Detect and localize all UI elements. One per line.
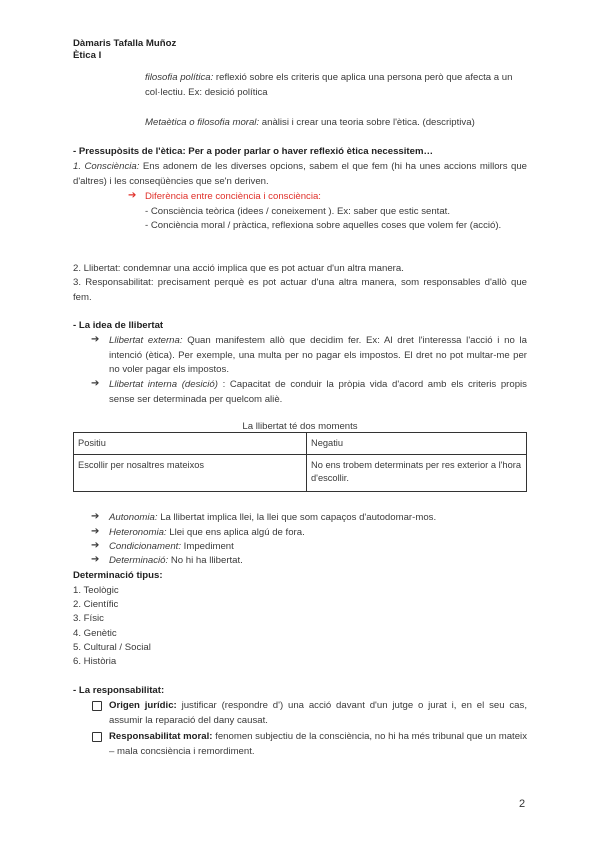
table-cell: Escollir per nosaltres mateixos bbox=[74, 455, 307, 492]
heteronomia-item: Heteronomia: Llei que ens aplica algú de fora. bbox=[109, 527, 305, 538]
determinacio-heading: Determinació tipus: bbox=[73, 570, 163, 581]
llibertat-heading: - La idea de llibertat bbox=[73, 320, 164, 331]
arrow-icon: ➔ bbox=[91, 554, 100, 565]
juridic-origin: Origen jurídic: justificar (respondre d') una acció davant d'un jutge o jurat i, en el seu cas, assumir la reparació del dany causat. bbox=[109, 700, 527, 726]
arrow-icon: ➔ bbox=[91, 540, 100, 551]
subject-name: Ètica I bbox=[73, 50, 102, 61]
moral-responsibility: Responsabilitat moral: fenomen subjectiu de la consciència, no hi ha més tribunal que un mateix – mala concsiència i remordiment. bbox=[109, 731, 527, 757]
list-item: 6. Història bbox=[73, 656, 117, 667]
list-item: 3. Físic bbox=[73, 613, 104, 624]
checkbox-icon[interactable] bbox=[92, 732, 102, 742]
determinacio-item: Determinació: No hi ha llibertat. bbox=[109, 555, 243, 566]
political-philosophy-definition: filosofia política: reflexió sobre els criteris que aplica una persona però que afecta a un col·lectiu. Ex: desició política bbox=[145, 72, 513, 98]
responsabilitat-heading: - La responsabilitat: bbox=[73, 685, 165, 696]
presupposits-heading: - Pressupòsits de l'ètica: Per a poder parlar o haver reflexió ètica necessitem… bbox=[73, 146, 434, 157]
table-row bbox=[74, 455, 527, 492]
difference-title: Diferència entre conciència i consciència: bbox=[145, 191, 321, 202]
llibertat-point: 2. Llibertat: condemnar una acció implica que es pot actuar d'un altra manera. bbox=[73, 263, 404, 274]
arrow-icon: ➔ bbox=[91, 334, 100, 345]
list-item: 5. Cultural / Social bbox=[73, 642, 151, 653]
list-item: 4. Genètic bbox=[73, 628, 117, 639]
responsabilitat-point: 3. Responsabilitat: precisament perquè es pot actuar d'una altra manera, som responsables d'allò que fem. bbox=[73, 277, 527, 303]
table-header-row bbox=[74, 433, 527, 455]
freedom-moments-table bbox=[73, 432, 527, 492]
document-header bbox=[73, 38, 176, 62]
table-caption: La llibertat té dos moments bbox=[242, 421, 358, 432]
external-freedom: Llibertat externa: Quan manifestem allò que decidim fer. Ex: Al dret l'interessa l'acció i no la intenció (ètica). Per exemple, una multa per no pagar els impostos. El dret no pot multar-me per no voler pagar els impostos. bbox=[109, 335, 527, 376]
table-header-cell: Negatiu bbox=[307, 433, 527, 455]
internal-freedom: Llibertat interna (desició) : Capacitat de conduir la pròpia vida d'acord amb els criteris propis sense ser determinada per quelcom aliè. bbox=[109, 379, 527, 405]
consciencia-definition: 1. Consciència: Ens adonem de les diverses opcions, sabem el que fem (hi ha unes accions millors que d'altres) i les conseqüències que se'n deriven. bbox=[73, 161, 527, 187]
list-item: 2. Científic bbox=[73, 599, 119, 610]
table-header-cell: Positiu bbox=[74, 433, 307, 455]
autonomia-item: Autonomia: La llibertat implica llei, la llei que som capaços d'autodomar-mos. bbox=[109, 512, 437, 523]
checkbox-icon[interactable] bbox=[92, 701, 102, 711]
arrow-icon: ➔ bbox=[91, 378, 100, 389]
page-number: 2 bbox=[519, 798, 526, 810]
condicionament-item: Condicionament: Impediment bbox=[109, 541, 234, 552]
moral-consciousness: - Conciència moral / pràctica, reflexiona sobre aquelles coses que volem fer (acció). bbox=[145, 220, 502, 231]
arrow-icon: ➔ bbox=[91, 526, 100, 537]
arrow-icon: ➔ bbox=[128, 190, 137, 201]
table-cell: No ens trobem determinats per res exterior a l'hora d'escollir. bbox=[307, 455, 527, 492]
arrow-icon: ➔ bbox=[91, 511, 100, 522]
author-name: Dàmaris Tafalla Muñoz bbox=[73, 38, 177, 49]
list-item: 1. Teològic bbox=[73, 585, 119, 596]
theoretical-consciousness: - Consciència teòrica (idees / coneixement ). Ex: saber que estic sentat. bbox=[145, 206, 451, 217]
metaethics-definition: Metaètica o filosofia moral: anàlisi i crear una teoria sobre l'ètica. (descriptiva) bbox=[145, 117, 475, 128]
